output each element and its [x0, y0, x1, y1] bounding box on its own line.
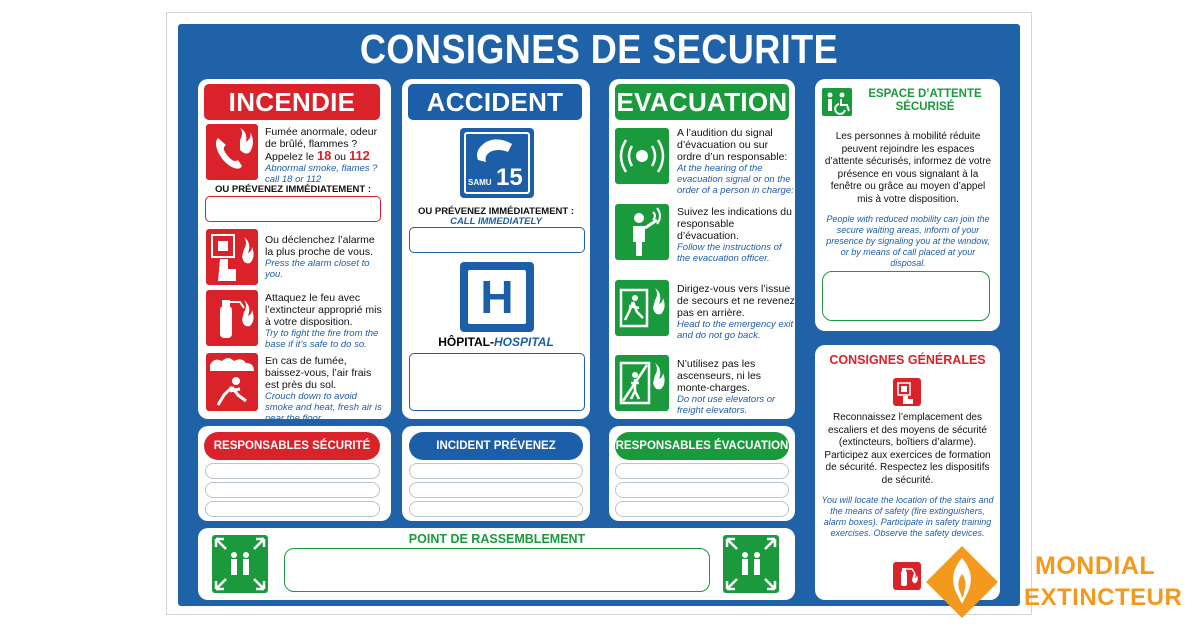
alarm-box-icon [893, 378, 921, 406]
brand-name-line2: EXTINCTEUR [1024, 584, 1183, 611]
accident-notify-label: OU PRÉVENEZ IMMÉDIATEMENT : [417, 206, 575, 217]
assembly-point-icon [212, 535, 268, 593]
extinguisher-small-icon [893, 562, 921, 590]
responsables-securite-heading: RESPONSABLES SÉCURITÉ [204, 432, 380, 460]
responsable-evacuation-line[interactable] [615, 463, 789, 479]
emergency-exit-icon [615, 280, 669, 336]
responsable-securite-line[interactable] [205, 482, 380, 498]
waiting-area-heading: ESPACE D’ATTENTE SÉCURISÉ [868, 88, 982, 113]
reference-code: CSP1446-E [172, 538, 177, 560]
responsable-securite-line[interactable] [205, 501, 380, 517]
waiting-area-text: Les personnes à mobilité réduite peuvent rejoindre les espaces d’attente sécurisés, informez de votre présence en vous signalant à la fenêtre ou grâce au moyen d’appel mis à votre disposition. People with reduced mobility can join the secure waiting areas, inform of your presence by signaling you at the window, or by means of call placed at your disposal. [824, 131, 992, 268]
fire-phone-icon [206, 124, 258, 180]
responsables-evacuation-heading: RESPONSABLES ÉVACUATION [615, 432, 789, 460]
incident-contact-line[interactable] [409, 482, 583, 498]
accident-notify-en: CALL IMMEDIATELY [450, 216, 542, 227]
waiting-area-field[interactable] [822, 271, 990, 321]
samu-badge [460, 128, 534, 198]
hospital-label: HÔPITAL-HOSPITAL [438, 335, 554, 349]
incendie-heading: INCENDIE [204, 84, 380, 120]
samu-number: 15 [496, 164, 523, 191]
assembly-point-field[interactable] [284, 548, 710, 592]
general-text: Reconnaissez l’emplacement des escaliers et des moyens de sécurité (extincteurs, boîtiers d’alarme). Participez aux exercices de formation de sécurité. Respectez les dispositifs de sécurité. You will locate the location of the stairs and the means of safety (fire extinguishers, alarm boxes). Participate in safety training exercises. Observe the safety devices. [821, 412, 994, 538]
assembly-point-icon [723, 535, 779, 593]
waiting-area-icon [822, 88, 852, 116]
general-heading: CONSIGNES GÉNÉRALES [829, 353, 986, 367]
accident-heading: ACCIDENT [408, 84, 582, 120]
hospital-sign-icon [460, 262, 534, 332]
page-title: CONSIGNES DE SECURITE [359, 26, 839, 72]
incident-contact-line[interactable] [409, 501, 583, 517]
extinguisher-icon [206, 290, 258, 346]
accident-notify-field[interactable] [409, 227, 585, 253]
evac-step4-text: N’utilisez pas les ascenseurs, ni les monte-charges. Do not use elevators or freight elevators. [677, 358, 776, 416]
incendie-alarm-text: Ou déclenchez l’alarme la plus proche de vous. Press the alarm closet to you. [265, 234, 375, 280]
evacuation-officer-icon [615, 204, 669, 260]
incendie-smoke-text: En cas de fumée, baissez-vous, l’air frais est près du sol. Crouch down to avoid smoke and heat, fresh air is near the floor. [265, 355, 382, 424]
responsable-evacuation-line[interactable] [615, 501, 789, 517]
hospital-letter: H [480, 271, 514, 323]
incendie-notify-field[interactable] [205, 196, 381, 222]
hospital-field[interactable] [409, 353, 585, 411]
brand-name-line1: MONDIAL [1035, 552, 1156, 580]
crouch-smoke-icon [206, 353, 258, 411]
incident-contact-line[interactable] [409, 463, 583, 479]
responsable-securite-line[interactable] [205, 463, 380, 479]
responsable-evacuation-line[interactable] [615, 482, 789, 498]
incident-prevenez-heading: INCIDENT PRÉVENEZ [409, 432, 583, 460]
no-elevator-icon [615, 355, 669, 411]
incendie-call-text: Fumée anormale, odeur de brûlé, flammes ? Appelez le 18 ou 112 Abnormal smoke, flames ? call 18 or 112 [265, 126, 378, 185]
evac-step2-text: Suivez les indications du responsable d’évacuation. Follow the instructions of the evacuation officer. [677, 206, 792, 264]
incendie-notify-label: OU PRÉVENEZ IMMÉDIATEMENT : [214, 184, 372, 195]
incendie-extinguisher-text: Attaquez le feu avec l’extincteur approprié mis à votre disposition. Try to fight the fire from the base if it’s safe to do so. [265, 292, 382, 350]
evac-step1-text: A l’audition du signal d’évacuation ou sur ordre d’un responsable: At the hearing of the evacuation signal or on the order of a person in charge: [677, 127, 794, 196]
evacuation-heading: EVACUATION [615, 84, 789, 120]
alarm-button-icon [206, 229, 258, 285]
brand-flame-logo [922, 544, 1002, 620]
assembly-point-heading: POINT DE RASSEMBLEMENT [408, 532, 586, 546]
samu-label: SAMU [468, 178, 492, 187]
evac-step3-text: Dirigez-vous vers l’issue de secours et ne revenez pas en arrière. Head to the emergency exit and do not go back. [677, 283, 795, 341]
alarm-signal-icon [615, 128, 669, 184]
